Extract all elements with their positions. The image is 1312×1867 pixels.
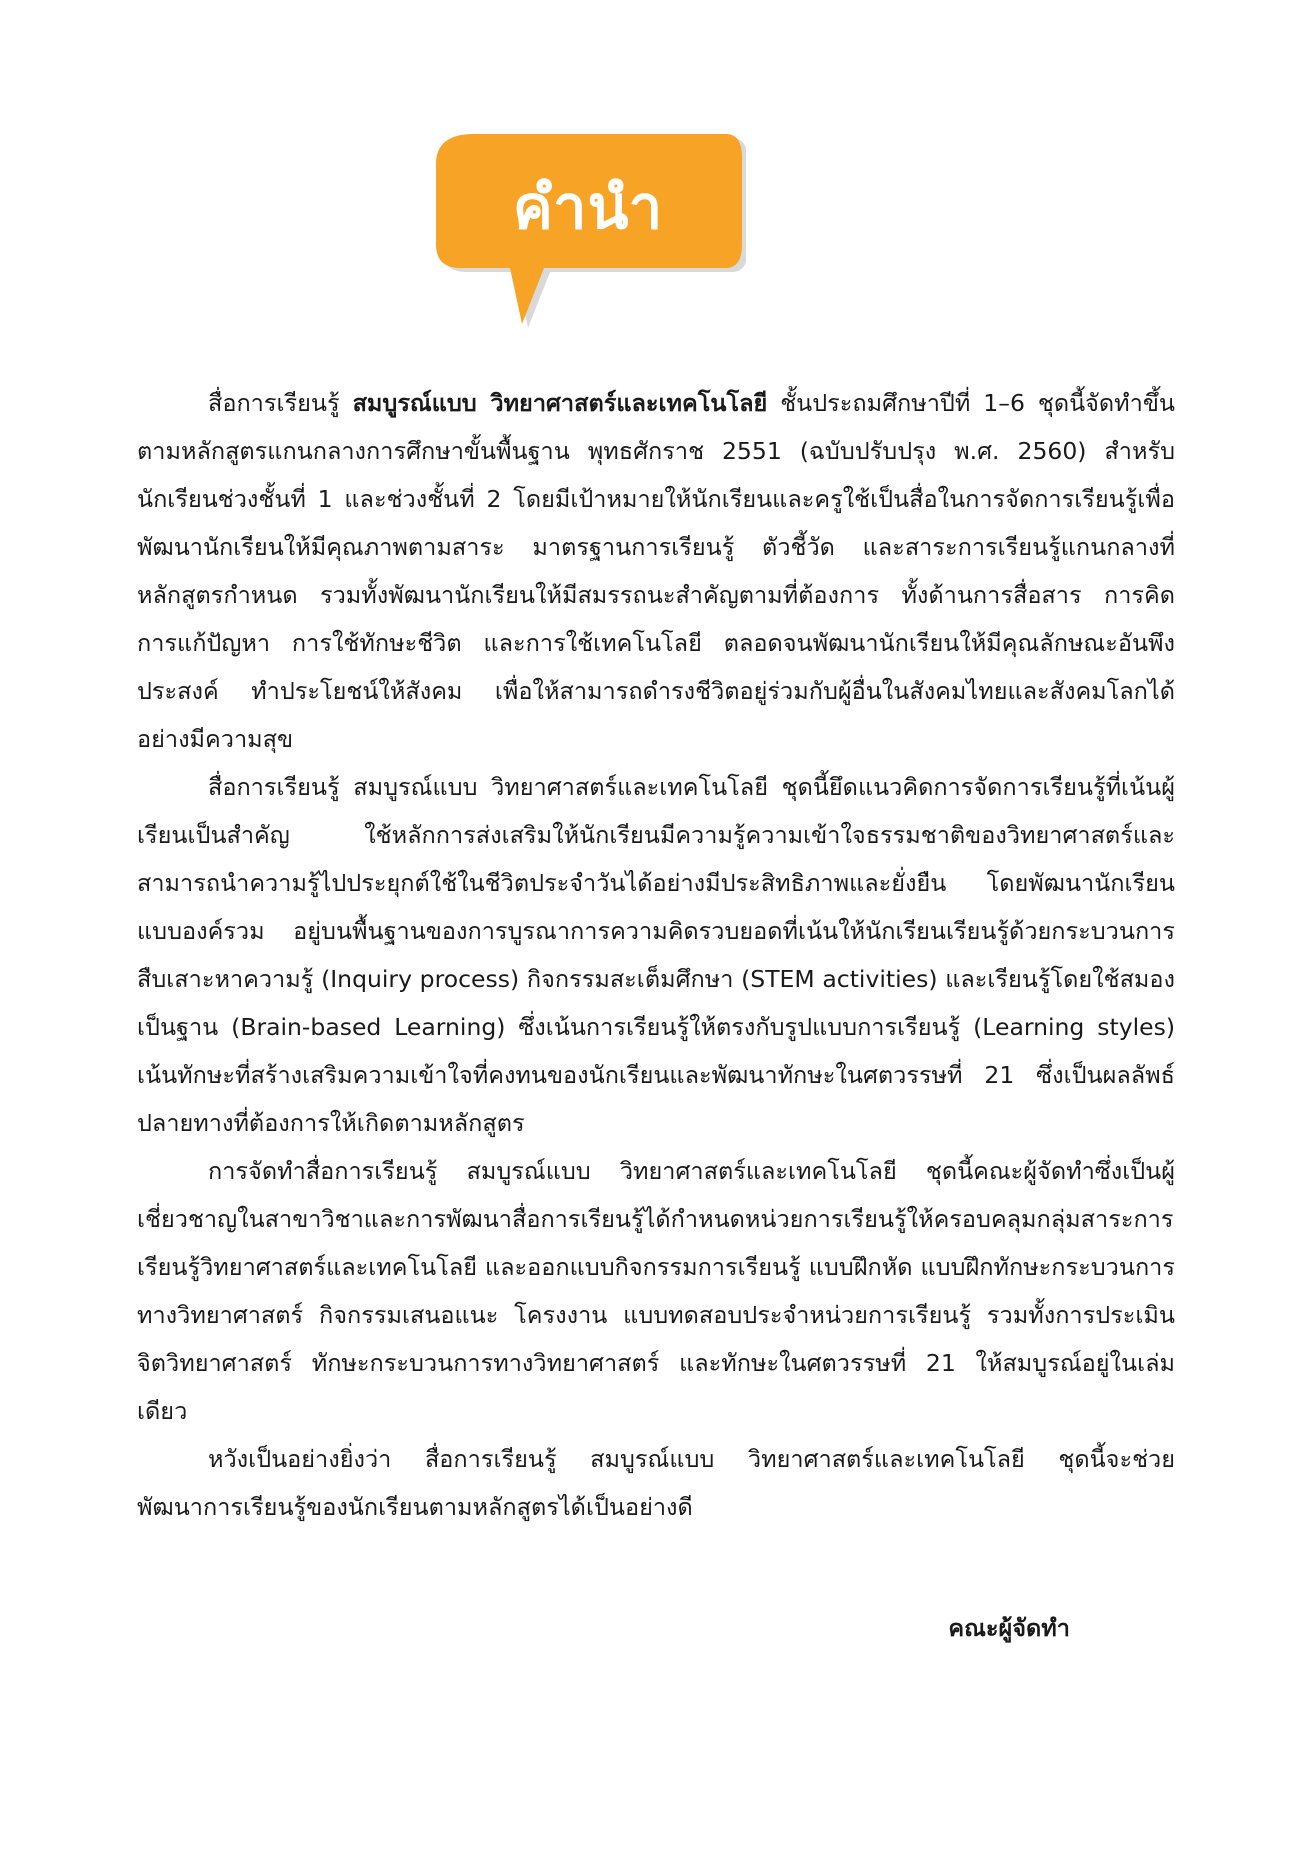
paragraph-2: สื่อการเรียนรู้ สมบูรณ์แบบ วิทยาศาสตร์และเทคโนโลยี ชุดนี้ยึดแนวคิดการจัดการเรียนรู้ที่เน้นผู้เรียนเป็นสำคัญ ใช้หลักการส่งเสริมให้นักเรียนมีความรู้ความเข้าใจธรรมชาติของวิทยาศาสตร์และสามารถนำความรู้ไปประยุกต์ใช้ในชีวิตประจำวันได้อย่างมีประสิทธิภาพและยั่งยืน โดยพัฒนานักเรียนแบบองค์รวม อยู่บนพื้นฐานของการบูรณาการความคิดรวบยอดที่เน้นให้นักเรียนเรียนรู้ด้วยกระบวนการสืบเสาะหาความรู้ (Inquiry process) กิจกรรมสะเต็มศึกษา (STEM activities) และเรียนรู้โดยใช้สมองเป็นฐาน (Brain-based Learning) ซึ่งเน้นการเรียนรู้ให้ตรงกับรูปแบบการเรียนรู้ (Learning styles) เน้นทักษะที่สร้างเสริมความเข้าใจที่คงทนของนักเรียนและพัฒนาทักษะในศตวรรษที่ 21 ซึ่งเป็นผลลัพธ์ปลายทางที่ต้องการให้เกิดตามหลักสูตร — [137, 773, 1175, 1137]
paragraph-4: หวังเป็นอย่างยิ่งว่า สื่อการเรียนรู้ สมบูรณ์แบบ วิทยาศาสตร์และเทคโนโลยี ชุดนี้จะช่วยพัฒนาการเรียนรู้ของนักเรียนตามหลักสูตรได้เป็นอย่างดี — [137, 1445, 1175, 1521]
paragraph-3: การจัดทำสื่อการเรียนรู้ สมบูรณ์แบบ วิทยาศาสตร์และเทคโนโลยี ชุดนี้คณะผู้จัดทำซึ่งเป็นผู้เชี่ยวชาญในสาขาวิชาและการพัฒนาสื่อการเรียนรู้ได้กำหนดหน่วยการเรียนรู้ให้ครอบคลุมกลุ่มสาระการเรียนรู้วิทยาศาสตร์และเทคโนโลยี และออกแบบกิจกรรมการเรียนรู้ แบบฝึกหัด แบบฝึกทักษะกระบวนการทางวิทยาศาสตร์ กิจกรรมเสนอแนะ โครงงาน แบบทดสอบประจำหน่วยการเรียนรู้ รวมทั้งการประเมินจิตวิทยาศาสตร์ ทักษะกระบวนการทางวิทยาศาสตร์ และทักษะในศตวรรษที่ 21 ให้สมบูรณ์อยู่ในเล่มเดียว — [137, 1157, 1175, 1425]
paragraph-1-lead: สื่อการเรียนรู้ — [208, 389, 353, 417]
paragraph-1-rest: ชั้นประถมศึกษาปีที่ 1–6 ชุดนี้จัดทำขึ้นตามหลักสูตรแกนกลางการศึกษาขั้นพื้นฐาน พุทธศักราช 2551 (ฉบับปรับปรุง พ.ศ. 2560) สำหรับนักเรียนช่วงชั้นที่ 1 และช่วงชั้นที่ 2 โดยมีเป้าหมายให้นักเรียนและครูใช้เป็นสื่อในการจัดการเรียนรู้เพื่อพัฒนานักเรียนให้มีคุณภาพตามสาระ มาตรฐานการเรียนรู้ ตัวชี้วัด และสาระการเรียนรู้แกนกลางที่หลักสูตรกำหนด รวมทั้งพัฒนานักเรียนให้มีสมรรถนะสำคัญตามที่ต้องการ ทั้งด้านการสื่อสาร การคิด การแก้ปัญหา การใช้ทักษะชีวิต และการใช้เทคโนโลยี ตลอดจนพัฒนานักเรียนให้มีคุณลักษณะอันพึงประสงค์ ทำประโยชน์ให้สังคม เพื่อให้สามารถดำรงชีวิตอยู่ร่วมกับผู้อื่นในสังคมไทยและสังคมโลกได้อย่างมีความสุข — [137, 389, 1175, 753]
page-title: คำนำ — [512, 173, 664, 243]
paragraph-1-bold-title: สมบูรณ์แบบ วิทยาศาสตร์และเทคโนโลยี — [352, 389, 768, 417]
title-bubble — [430, 128, 746, 334]
signature: คณะผู้จัดทำ — [948, 1614, 1070, 1642]
paragraph-1 — [137, 379, 1175, 763]
foreword-body — [137, 379, 1175, 1531]
